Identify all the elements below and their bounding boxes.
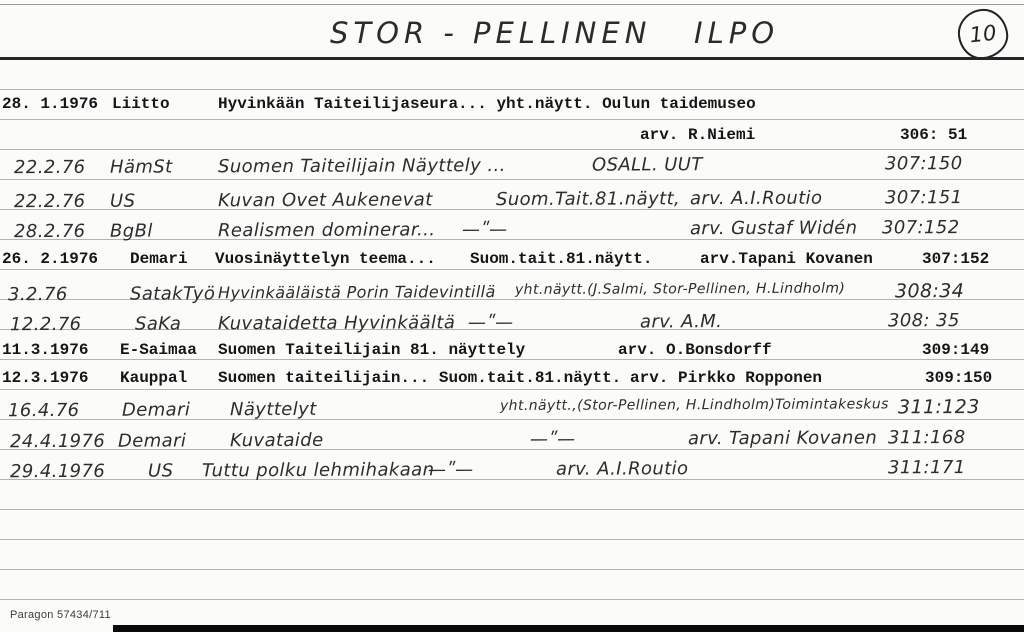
ref-cell: 311:168 <box>887 427 966 449</box>
card-row <box>0 250 1024 278</box>
source-cell: Kauppal <box>120 369 188 387</box>
description-cell: Hyvinkääläistä Porin Taidevintillä <box>217 282 496 303</box>
date-cell: 22.2.76 <box>13 190 86 213</box>
card-row <box>0 280 1024 312</box>
date-cell: 28. 1.1976 <box>2 95 99 113</box>
reviewer-cell: arv. Gustaf Widén <box>689 217 858 240</box>
source-cell: SaKa <box>134 313 182 335</box>
note-cell: Suom.tait.81.näytt. <box>470 250 653 268</box>
card-row <box>0 187 1024 219</box>
description-cell: Kuvataidetta Hyvinkäältä <box>217 312 456 335</box>
ditto-cell: —ʺ— <box>461 219 508 241</box>
reviewer-cell: arv. O.Bonsdorff <box>618 341 772 359</box>
note-cell: Suom.Tait.81.näytt, <box>495 188 681 211</box>
ruled-line <box>0 569 1024 570</box>
description-cell: Kuvataide <box>229 429 324 452</box>
ruled-line <box>0 539 1024 540</box>
date-cell: 3.2.76 <box>7 283 68 306</box>
date-cell: 29.4.1976 <box>9 460 106 483</box>
note-cell: OSALL. UUT <box>591 154 703 176</box>
source-cell: E-Saimaa <box>120 341 197 359</box>
source-cell: Demari <box>121 399 191 421</box>
ruled-line <box>0 599 1024 600</box>
source-cell: US <box>147 460 174 482</box>
note-cell: yht.näytt.(J.Salmi, Stor-Pellinen, H.Lindholm) <box>514 280 846 298</box>
card-row <box>0 217 1024 249</box>
ruled-line <box>0 89 1024 90</box>
card-row <box>0 126 1024 154</box>
description-cell: Realismen dominerar... <box>217 219 436 242</box>
date-cell: 12.3.1976 <box>2 369 89 387</box>
card-row <box>0 153 1024 185</box>
reviewer-cell: arv. A.I.Routio <box>689 187 823 210</box>
date-cell: 24.4.1976 <box>9 430 106 453</box>
description-cell: Tuttu polku lehmihakaan <box>201 459 435 482</box>
card-row <box>0 341 1024 369</box>
source-cell: SatakTyö <box>129 283 216 305</box>
ref-cell: 308:34 <box>894 280 965 303</box>
source-cell: Demari <box>130 250 188 268</box>
reviewer-cell: arv. Pirkko Ropponen <box>630 369 823 387</box>
description-cell: Vuosinäyttelyn teema... <box>215 250 436 268</box>
source-cell: BgBl <box>109 220 153 242</box>
card-row <box>0 310 1024 342</box>
source-cell: Demari <box>117 430 187 452</box>
reviewer-cell: arv. A.M. <box>639 311 723 333</box>
description-cell: Suomen Taiteilijain Näyttely ... <box>217 155 506 178</box>
description-cell: Kuvan Ovet Aukenevat <box>217 189 433 212</box>
date-cell: 11.3.1976 <box>2 341 89 359</box>
ref-cell: 307:151 <box>884 187 963 209</box>
date-cell: 12.2.76 <box>9 313 82 336</box>
ref-cell: 307:152 <box>922 250 990 268</box>
description-cell: Näyttelyt <box>229 398 317 421</box>
ref-cell: 309:150 <box>925 369 993 387</box>
source-cell: US <box>109 190 136 212</box>
header-rule <box>0 57 1024 60</box>
ref-cell: 308: 35 <box>887 310 960 332</box>
reviewer-cell: arv.Tapani Kovanen <box>700 250 873 268</box>
reviewer-cell: arv. A.I.Routio <box>555 458 689 480</box>
date-cell: 28.2.76 <box>13 220 86 243</box>
source-cell: HämSt <box>109 156 173 178</box>
ditto-cell: —ʺ— <box>467 311 514 334</box>
ref-cell: 307:152 <box>881 217 960 239</box>
reviewer-cell: arv. Tapani Kovanen <box>687 427 878 450</box>
ref-cell: 311:123 <box>897 395 980 419</box>
card-row <box>0 457 1024 489</box>
ruled-line <box>0 509 1024 510</box>
page-number-badge <box>956 7 1011 62</box>
ref-cell: 311:171 <box>887 457 966 479</box>
top-edge-rule <box>0 4 1024 5</box>
card-title: STOR - PELLINEN ILPO <box>330 16 780 50</box>
card-row <box>0 95 1024 123</box>
source-cell: Liitto <box>112 95 170 113</box>
description-cell: Suomen taiteilijain... Suom.tait.81.näytt. <box>218 369 622 387</box>
ref-cell: 307:150 <box>884 153 963 175</box>
ditto-cell: —ʺ— <box>529 428 576 450</box>
card-row <box>0 396 1024 428</box>
card-row <box>0 369 1024 397</box>
note-cell: yht.näytt.,(Stor-Pellinen, H.Lindholm)Toimintakeskus <box>499 396 889 415</box>
page-number: 10 <box>968 20 998 48</box>
printer-mark: Paragon 57434/711 <box>10 609 111 621</box>
date-cell: 26. 2.1976 <box>2 250 99 268</box>
card-row <box>0 427 1024 459</box>
description-cell: Hyvinkään Taiteilijaseura... yht.näytt. Oulun taidemuseo <box>218 95 756 113</box>
ref-cell: 309:149 <box>922 341 990 359</box>
reviewer-cell: arv. R.Niemi <box>640 126 756 144</box>
description-cell: Suomen Taiteilijain 81. näyttely <box>218 341 526 359</box>
date-cell: 22.2.76 <box>13 156 86 179</box>
date-cell: 16.4.76 <box>7 399 80 422</box>
scan-edge-bar <box>113 625 1024 632</box>
ditto-cell: —ʺ— <box>427 459 474 481</box>
ref-cell: 306: 51 <box>900 126 968 144</box>
